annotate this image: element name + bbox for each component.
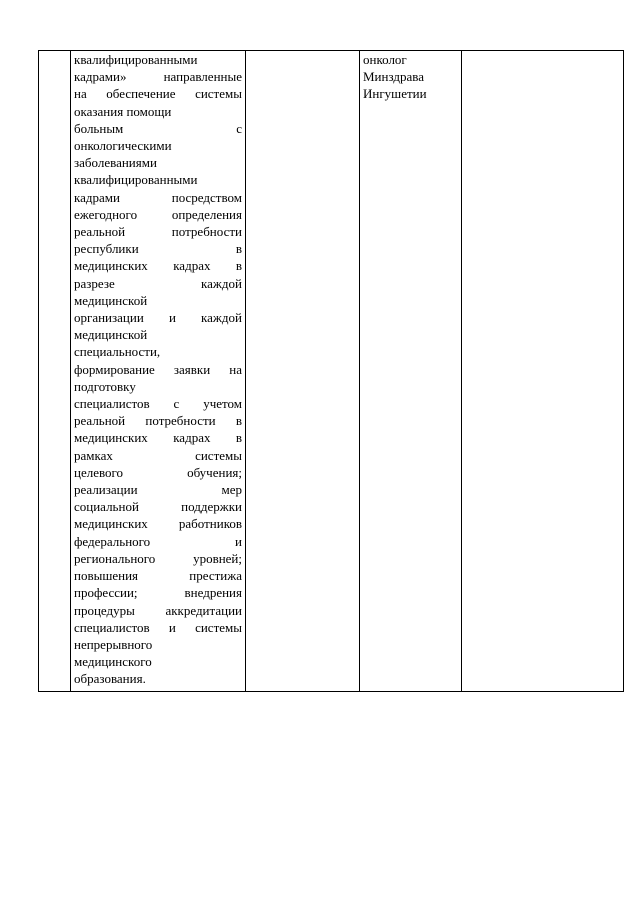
text-line: оказания помощи: [74, 103, 172, 119]
word: внедрения: [184, 585, 242, 601]
word: в: [235, 258, 242, 274]
word: и: [235, 533, 242, 549]
word: процедуры: [74, 602, 135, 618]
table-cell-measure-description: [71, 51, 246, 692]
text-line: [74, 120, 242, 137]
word: профессии;: [74, 585, 138, 601]
text-line: [74, 412, 242, 429]
text-line: [74, 429, 242, 446]
word: учетом: [203, 396, 242, 412]
word: престижа: [189, 568, 242, 584]
text-line: подготовку: [74, 378, 136, 394]
text-line: медицинской: [74, 327, 148, 343]
text-line: [74, 240, 242, 257]
word: заявки: [173, 361, 211, 377]
word: федерального: [74, 533, 151, 549]
word: работников: [178, 516, 242, 532]
text-line: онколог: [363, 52, 407, 67]
text-line: [74, 533, 242, 550]
word: реальной: [74, 413, 126, 429]
word: медицинских: [74, 430, 148, 446]
word: обучения;: [187, 464, 242, 480]
word: уровней;: [193, 550, 242, 566]
text-line: [74, 395, 242, 412]
word: на: [74, 86, 87, 102]
word: реальной: [74, 224, 126, 240]
word: потребности: [145, 413, 216, 429]
text-line: [74, 567, 242, 584]
word: регионального: [74, 550, 156, 566]
text-line: [74, 498, 242, 515]
text-line: [74, 257, 242, 274]
text-line: Минздрава: [363, 69, 424, 85]
text-line: [74, 481, 242, 498]
word: медицинских: [74, 516, 148, 532]
text-line: квалифицированными: [74, 172, 198, 188]
text-line: [74, 223, 242, 240]
text-line: [74, 447, 242, 464]
table-row: [39, 51, 624, 692]
text-line: медицинского: [74, 654, 152, 670]
word: каждой: [201, 275, 242, 291]
word: посредством: [171, 189, 242, 205]
text-line: [74, 275, 242, 292]
text-line: непрерывного: [74, 636, 153, 652]
word: определения: [171, 206, 242, 222]
text-line: [74, 309, 242, 326]
word: аккредитации: [165, 602, 242, 618]
text-line: [74, 464, 242, 481]
word: кадрами»: [74, 69, 127, 85]
word: реализации: [74, 482, 138, 498]
word: повышения: [74, 568, 139, 584]
text-line: [74, 85, 242, 102]
text-line: [74, 361, 242, 378]
word: поддержки: [181, 499, 242, 515]
text-line: квалифицированными: [74, 52, 198, 67]
document-table: [38, 50, 624, 692]
word: формирование: [74, 361, 155, 377]
word: кадрах: [173, 258, 211, 274]
word: в: [235, 430, 242, 446]
text-line: [74, 515, 242, 532]
word: каждой: [201, 310, 242, 326]
text-line: [74, 550, 242, 567]
word: медицинских: [74, 258, 148, 274]
word: специалистов: [74, 396, 150, 412]
word: кадрами: [74, 189, 120, 205]
text-line: заболеваниями: [74, 155, 157, 171]
text-line: онкологическими: [74, 138, 172, 154]
text-line: медицинской: [74, 292, 148, 308]
word: организации: [74, 310, 144, 326]
word: системы: [195, 619, 242, 635]
word: на: [229, 361, 242, 377]
word: республики: [74, 241, 139, 257]
text-line: [74, 206, 242, 223]
word: системы: [195, 86, 242, 102]
word: мер: [221, 482, 242, 498]
word: целевого: [74, 464, 124, 480]
text-line: Ингушетии: [363, 86, 427, 102]
word: системы: [195, 447, 242, 463]
word: обеспечение: [106, 86, 176, 102]
word: специалистов: [74, 619, 150, 635]
text-line: [74, 68, 242, 85]
word: ежегодного: [74, 206, 138, 222]
word: потребности: [171, 224, 242, 240]
text-line: [74, 619, 242, 636]
table-cell-responsible: [360, 51, 462, 692]
word: в: [235, 241, 242, 257]
text-line: [74, 602, 242, 619]
table-cell-deadline: [246, 51, 360, 692]
word: и: [168, 310, 176, 326]
table-cell-result: [462, 51, 624, 692]
text-line: специальности,: [74, 344, 161, 360]
text-line: [74, 189, 242, 206]
table-cell-number: [39, 51, 71, 692]
text-line: образования.: [74, 671, 146, 687]
word: с: [236, 120, 242, 136]
word: с: [173, 396, 180, 412]
word: разрезе: [74, 275, 115, 291]
word: рамках: [74, 447, 113, 463]
word: больным: [74, 120, 124, 136]
word: и: [168, 619, 176, 635]
word: социальной: [74, 499, 139, 515]
word: в: [235, 413, 242, 429]
word: направленные: [163, 69, 242, 85]
word: кадрах: [173, 430, 211, 446]
text-line: [74, 584, 242, 601]
